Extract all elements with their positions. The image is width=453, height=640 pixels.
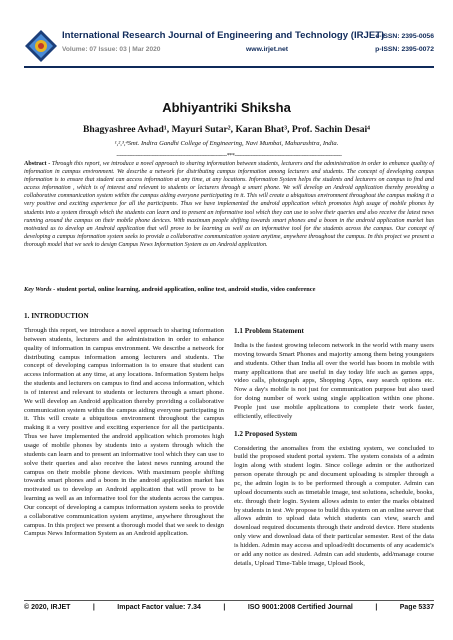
volume-issue: Volume: 07 Issue: 03 | Mar 2020: [62, 46, 161, 53]
footer-divider: [24, 600, 434, 601]
problem-statement-text: India is the fastest growing telecom network in the world with many users moving towards Smart Phones and majority among them being youngsters and students. Other than India all over the world has boom in mobile with many applications that are useful in day today life such as games apps, video calls, photograph apps, Shopping Apps, easy search options etc. Now a day's mobile is not just for communication purpose but also used for doing number of work using single application within one phone. People just use mobile applications to complete their work faster, efficiently, effectively: [234, 342, 434, 420]
footer-separator: |: [92, 604, 95, 611]
header-divider: [24, 66, 434, 68]
affiliation: ¹,²,³,⁴Smt. Indira Gandhi College of Engineering, Navi Mumbai, Maharashtra, India.: [114, 140, 339, 147]
problem-statement-heading: 1.1 Problem Statement: [234, 327, 304, 335]
footer-separator: |: [375, 604, 378, 611]
introduction-heading: 1. INTRODUCTION: [24, 312, 89, 320]
keywords-label: Key Words: [24, 286, 52, 293]
journal-website-link[interactable]: www.irjet.net: [246, 46, 289, 53]
introduction-text: Through this report, we introduce a novel approach to sharing information between students, lecturers and the administration in order to enhance quality of information in campus environment. We describe a network for distributing campus information among lecturers and students. The concept of developing campus information is to ensure that student can access information at any time, at any locations. Information System helps the students and lecturers on campus to find and access information, which is of interest and relevant to students or lecturers through a smart phone. We will develop an Android application thereby providing a collaborative communication system within the campus aiding everyone participating in it. This will create a ubiquitous environment throughout the campus making it a very positive and exciting experience for all the participants. Thus we have implemented the android application which promotes high usage of mobile phones by students into a system through which the students can learn and to present an informative tool which they can use to solve their queries and also receive the latest news running around the campus on their mobile phone devices. With maximum people shifting towards smart phones and a boom in the android application market has motivated us to develop an Android application that will prove to be learning as well as an informative tool for the students across the campus. Our concept of developing a campus information system seeks to provide a collaborative communication system anytime, anywhere throughout the campus. In this project we present a thorough model that we seek to design Campus News Information System as an Android application.: [24, 327, 224, 538]
journal-header: [24, 29, 434, 63]
keywords-text: - student portal, online learning, android application, online test, android studio, video conference: [51, 286, 316, 293]
page-footer: [24, 604, 434, 611]
iso-certification: ISO 9001:2008 Certified Journal: [247, 604, 353, 611]
page-number: Page 5337: [399, 604, 434, 611]
section-separator: ---------------------------------------------------------------------***-------------------------------------------------------------------: [116, 153, 342, 159]
journal-title: International Research Journal of Engineering and Technology (IRJET): [62, 30, 385, 41]
p-issn: p-ISSN: 2395-0072: [375, 46, 434, 53]
irjet-logo-icon: [24, 29, 58, 63]
left-column: [24, 312, 224, 539]
abstract-label: Abstract -: [24, 161, 51, 167]
impact-factor: Impact Factor value: 7.34: [117, 604, 201, 611]
author-list: Bhagyashree Avhad¹, Mayuri Sutar², Karan Bhat³, Prof. Sachin Desai⁴: [82, 124, 371, 135]
proposed-system-heading: 1.2 Proposed System: [234, 429, 298, 438]
abstract: [24, 160, 434, 249]
copyright: © 2020, IRJET: [24, 604, 71, 611]
e-issn: e-ISSN: 2395-0056: [375, 33, 434, 40]
paper-title: Abhiyantriki Shiksha: [162, 100, 291, 115]
keywords: [24, 286, 434, 293]
proposed-system-text: Considering the anomalies from the existing system, we concluded to build the proposed student portal system. The system consists of a admin login along with student login. Since college admin or the authorized person operate through pc and document uploading is simpler through a pc, the admin login is to be performed through a computer. Admin can upload documents such as timetable image, test solutions, schedule, books, etc. through their login. System allows admin to enter the marks obtained by students in test .We propose to build this system on an online server that allows admin to upload data which students can view, search and download required documents through their android device. Here students only view and download data of their particular semester. Rest of the data is hidden. Admin may access and upload/edit documents of any academic's or add any notice as desired. Admin can add students, add/manage course details, Upload Time-Table image, Upload Book,: [234, 444, 434, 567]
right-column: [234, 327, 434, 576]
abstract-text: Through this report, we introduce a novel approach to sharing information between students, lecturers and the administration in order to enhance quality of information in campus environment. We describe a network for distributing campus information among lecturers and students. The concept of developing campus information is to ensure that student can access information at any time, at any locations. Information System helps the students and lecturers on campus to find and access information , which is of interest and relevant to students or lecturers through a smart phone. We will develop an Android application thereby providing a collaborative communication system within the campus aiding everyone participating in it. This will create a ubiquitous environment throughout the campus making it a very positive and exciting experience for all the participants. Thus we have implemented the android application which promotes high usage of mobile phones by students into a system through which the students can learn and to present an informative tool which they can use to solve their queries and also receive the latest news running around the campus on their mobile phone devices. With maximum people shifting towards smart phones and a boom in the android application market has motivated us to develop an Android application that will prove to be learning as well as an informative tool for the students across the campus. Our concept of developing a campus information system seeks to provide a collaborative communication system anytime, anywhere throughout the campus. In this project we present a thorough model that we seek to design Campus News Information System as an Android application.: [24, 161, 434, 248]
footer-separator: |: [223, 604, 226, 611]
